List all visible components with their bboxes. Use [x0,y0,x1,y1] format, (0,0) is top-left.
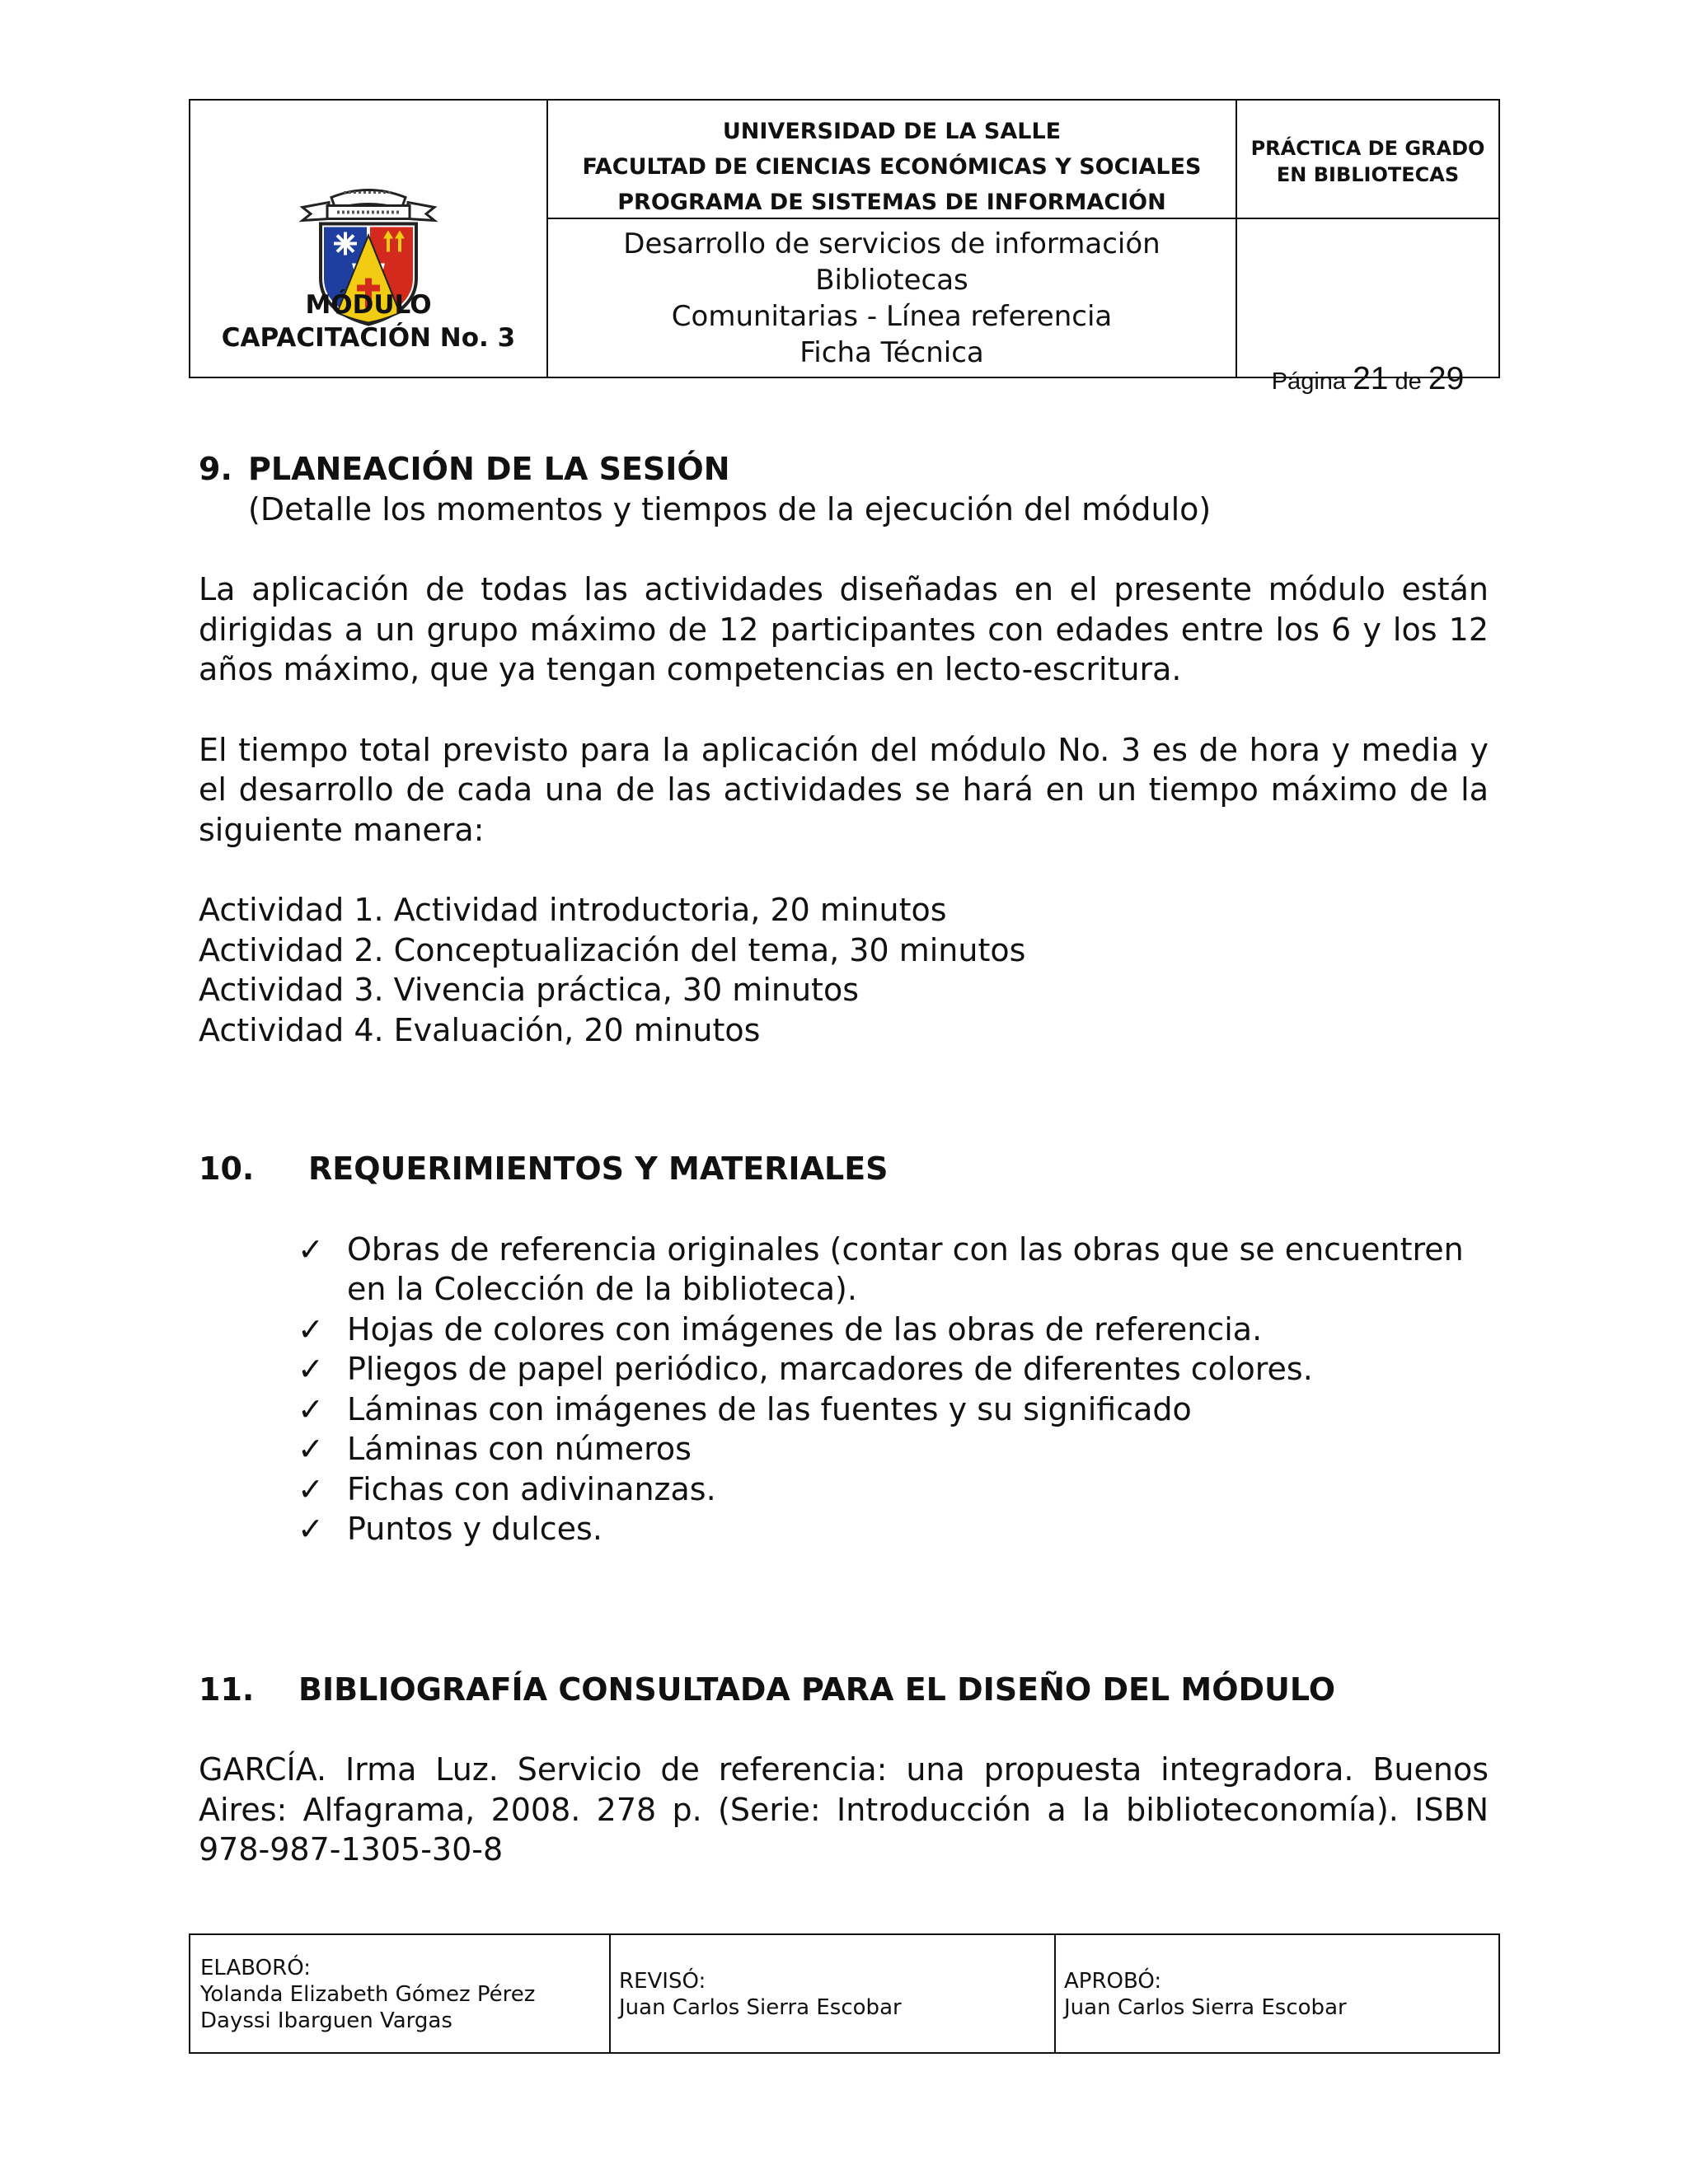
check-icon: ✓ [298,1351,324,1387]
elaborated-by-cell [200,1955,535,2034]
module-label [190,288,546,354]
practice-block [1237,135,1498,188]
section-title: PLANEACIÓN DE LA SESIÓN [248,451,730,487]
module-line1: MÓDULO [305,290,432,320]
list-item [298,1390,1489,1430]
activity-item: Actividad 4. Evaluación, 20 minutos [199,1011,761,1048]
section-9-heading [199,449,1489,490]
list-item [298,1230,1489,1310]
reviewed-by-name: Juan Carlos Sierra Escobar [619,1995,902,2020]
list-item-text: Hojas de colores con imágenes de las obras de referencia. [347,1310,1263,1347]
activity-item: Actividad 2. Conceptualización del tema, 30 minutos [199,931,1026,968]
document-body [199,449,1489,1870]
page-current: 21 [1353,361,1389,396]
faculty-name: FACULTAD DE CIENCIAS ECONÓMICAS Y SOCIALES [582,154,1202,180]
approved-by-cell [1064,1968,1347,2021]
page-of: de [1395,368,1422,395]
materials-list [199,1230,1489,1549]
practice-line1: PRÁCTICA DE GRADO [1250,137,1485,160]
section-title: BIBLIOGRAFÍA CONSULTADA PARA EL DISEÑO DEL MÓDULO [298,1671,1336,1708]
footer-divider [609,1935,611,2052]
list-item [298,1509,1489,1549]
check-icon: ✓ [298,1310,324,1347]
section-9-subtitle: (Detalle los momentos y tiempos de la ejecución del módulo) [248,490,1212,527]
check-icon: ✓ [298,1511,324,1547]
university-name: UNIVERSIDAD DE LA SALLE [722,119,1062,144]
institution-block [548,114,1236,220]
list-item [298,1310,1489,1350]
elaborated-by-label: ELABORÓ: [200,1956,311,1980]
check-icon: ✓ [298,1230,324,1268]
module-line2: CAPACITACIÓN No. 3 [221,323,516,353]
section-number: 9. [199,451,232,487]
reviewed-by-cell [619,1968,902,2021]
program-name: PROGRAMA DE SISTEMAS DE INFORMACIÓN [617,190,1166,215]
check-icon: ✓ [298,1431,324,1467]
list-item-text: Obras de referencia originales (contar con las obras que se encuentren en la Colección de la biblioteca). [347,1230,1464,1307]
check-icon: ✓ [298,1390,324,1427]
section-number: 11. [199,1671,255,1708]
list-item-text: Puntos y dulces. [347,1511,603,1547]
section-11-heading [199,1670,1489,1710]
bibliography-reference: GARCÍA. Irma Luz. Servicio de referencia: una propuesta integradora. Buenos Aires: Alfagrama, 2008. 278 p. (Serie: Introducción a la biblioteconomía). ISBN 978-987-1305-30-8 [199,1751,1489,1868]
course-line3: Ficha Técnica [799,336,984,369]
paragraph-participants: La aplicación de todas las actividades diseñadas en el presente módulo están dirigidas a un grupo máximo de 12 participantes con edades entre los 6 y los 12 años máximo, que ya tengan competencias en lecto-escritura. [199,571,1489,687]
activity-item: Actividad 1. Actividad introductoria, 20 minutos [199,892,947,928]
course-line2: Comunitarias - Línea referencia [671,300,1113,333]
check-icon: ✓ [298,1470,324,1507]
section-10-heading [199,1149,1489,1189]
section-number: 10. [199,1151,255,1187]
reviewed-by-label: REVISÓ: [619,1969,706,1994]
signature-table [189,1933,1500,2054]
list-item [298,1469,1489,1510]
list-item-text: Fichas con adivinanzas. [347,1470,716,1507]
course-line1: Desarrollo de servicios de información Bibliotecas [623,227,1160,297]
page-label: Página [1271,368,1347,395]
approved-by-name: Juan Carlos Sierra Escobar [1064,1995,1347,2020]
section-title: REQUERIMIENTOS Y MATERIALES [308,1151,889,1187]
list-item-text: Láminas con números [347,1431,692,1467]
header-table [189,99,1500,396]
footer-divider [1054,1935,1056,2052]
list-item [298,1429,1489,1469]
list-item-text: Pliegos de papel periódico, marcadores de diferentes colores. [347,1351,1313,1387]
elaborated-by-name: Yolanda Elizabeth Gómez Pérez [200,1982,536,2007]
paragraph-total-time: El tiempo total previsto para la aplicación del módulo No. 3 es de hora y media y el desarrollo de cada una de las actividades se hará en un tiempo máximo de la siguiente manera: [199,731,1489,848]
activity-item: Actividad 3. Vivencia práctica, 30 minutos [199,972,859,1008]
course-title-block [548,226,1236,371]
list-item-text: Láminas con imágenes de las fuentes y su significado [347,1390,1192,1427]
elaborated-by-name: Dayssi Ibarguen Vargas [200,2008,452,2033]
activities-list [199,890,1489,1050]
logo-cell [190,101,546,377]
approved-by-label: APROBÓ: [1064,1969,1162,1994]
list-item [298,1349,1489,1390]
page-number [1237,363,1498,398]
page-total: 29 [1428,361,1465,396]
practice-line2: EN BIBLIOTECAS [1276,163,1460,186]
